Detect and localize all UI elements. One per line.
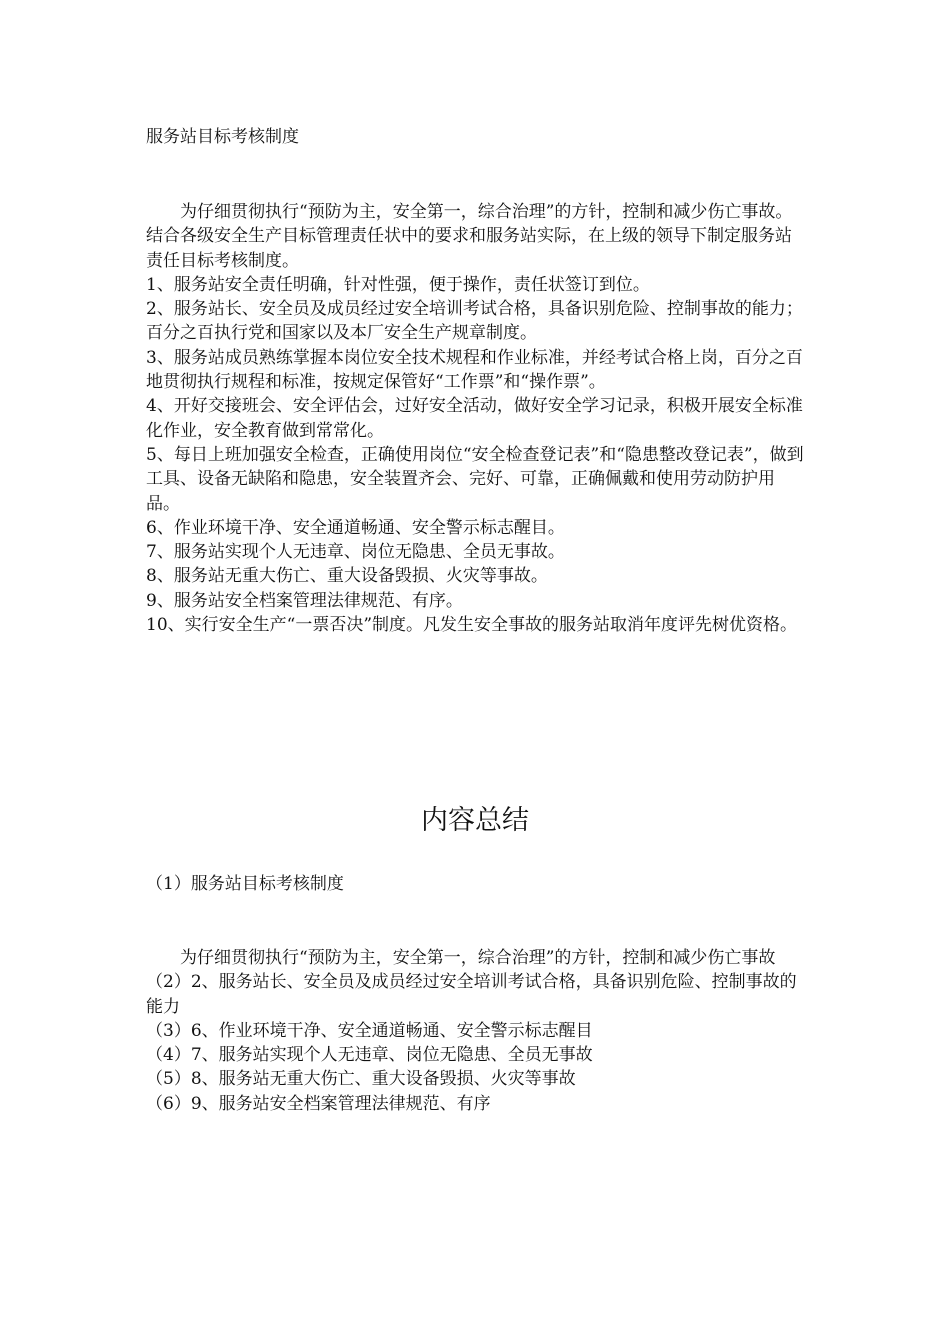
rule-item-7: 7、服务站实现个人无违章、岗位无隐患、全员无事故。 [146, 542, 565, 563]
document-body [146, 200, 806, 637]
rule-item-2: 2、服务站长、安全员及成员经过安全培训考试合格，具备识别危险、控制事故的能力；百分之百执行党和国家以及本厂安全生产规章制度。 [146, 299, 803, 344]
summary-subtitle: （1）服务站目标考核制度 [146, 874, 344, 894]
summary-item-5: （5）8、服务站无重大伤亡、重大设备毁损、火灾等事故 [146, 1069, 576, 1090]
summary-item-3: （3）6、作业环境干净、安全通道畅通、安全警示标志醒目 [146, 1020, 593, 1041]
rule-item-3: 3、服务站成员熟练掌握本岗位安全技术规程和作业标准，并经考试合格上岗，百分之百地贯彻执行规程和标准，按规定保管好“工作票”和“操作票”。 [146, 347, 803, 393]
summary-item-2: （2）2、服务站长、安全员及成员经过安全培训考试合格，具备识别危险、控制事故的能力 [146, 972, 797, 1017]
rule-item-4: 4、开好交接班会、安全评估会，过好安全活动，做好安全学习记录，积极开展安全标准化作业，安全教育做到常常化。 [146, 396, 803, 441]
summary-item-6: （6）9、服务站安全档案管理法律规范、有序 [146, 1093, 491, 1114]
rule-item-8: 8、服务站无重大伤亡、重大设备毁损、火灾等事故。 [146, 566, 548, 587]
summary-body [146, 946, 806, 1116]
rule-item-9: 9、服务站安全档案管理法律规范、有序。 [146, 590, 463, 611]
rule-item-1: 1、服务站安全责任明确，针对性强，便于操作，责任状签订到位。 [146, 274, 650, 295]
intro-paragraph: 为仔细贯彻执行“预防为主，安全第一，综合治理”的方针，控制和减少伤亡事故。结合各级安全生产目标管理责任状中的要求和服务站实际，在上级的领导下制定服务站责任目标考核制度。 [146, 202, 793, 271]
rule-item-10: 10、实行安全生产“一票否决”制度。凡发生安全事故的服务站取消年度评先树优资格。 [146, 615, 798, 636]
document-title: 服务站目标考核制度 [146, 127, 299, 147]
summary-intro: 为仔细贯彻执行“预防为主，安全第一，综合治理”的方针，控制和减少伤亡事故 [180, 948, 776, 968]
rule-item-5: 5、每日上班加强安全检查，正确使用岗位“安全检查登记表”和“隐患整改登记表”，做到工具、设备无缺陷和隐患，安全装置齐会、完好、可靠，正确佩戴和使用劳动防护用品。 [146, 444, 804, 514]
rule-item-6: 6、作业环境干净、安全通道畅通、安全警示标志醒目。 [146, 517, 565, 538]
summary-heading: 内容总结 [421, 805, 529, 836]
summary-item-4: （4）7、服务站实现个人无违章、岗位无隐患、全员无事故 [146, 1045, 593, 1066]
